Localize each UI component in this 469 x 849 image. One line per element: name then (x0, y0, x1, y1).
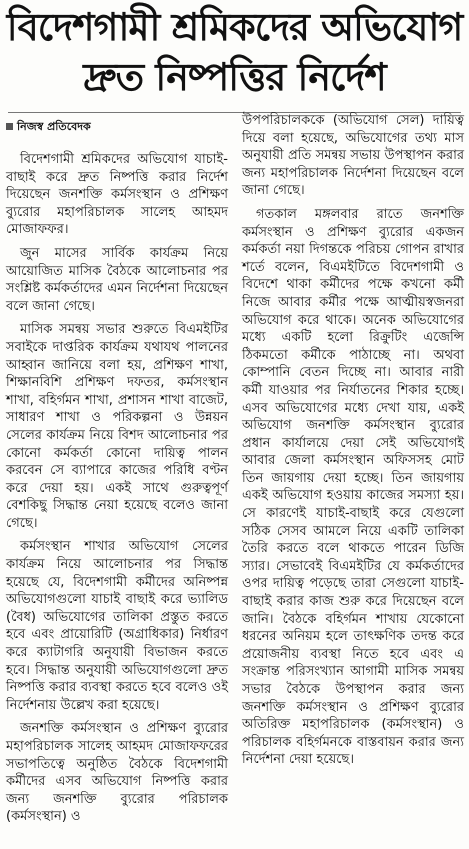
paragraph: কর্মসংস্থান শাখার অভিযোগ সেলের কার্যক্রম নিয়ে আলোচনার পর সিদ্ধান্ত হয়েছে যে, বিদেশগামী কর্মীদের অনিষ্পন্ন অভিযোগগুলো যাচাই বাছাই করে ভ্যালিড (বৈধ) অভিযোগের তালিকা প্রস্তুত করতে হবে এবং প্রায়োরিটি (অগ্রাধিকার) নির্ধারণ করে ক্যাটাগরি অনুযায়ী বিভাজন করতে হবে। সিদ্ধান্ত অনুযায়ী অভিযোগগুলো দ্রুত নিষ্পত্তি করার ব্যবস্থা করতে হবে বলেও ওই নির্দেশনায় উল্লেখ করা হয়েছে। (6, 539, 228, 713)
article-column-left (6, 118, 228, 832)
byline-text: নিজস্ব প্রতিবেদক (17, 120, 91, 133)
byline-bullet-icon (6, 123, 13, 130)
article-column-right (242, 112, 464, 775)
byline (6, 118, 228, 137)
headline-line-1: বিদেশগামী শ্রমিকদের অভিযোগ (6, 5, 463, 49)
paragraph: মাসিক সমন্বয় সভার শুরুতে বিএমইটির সবাইকে দাপ্তরিক কার্যক্রম যথাযথ পালনের আহ্বান জানিয়ে বলা হয়, প্রশিক্ষণ শাখা, শিক্ষানবিশি প্রশিক্ষণ দফতর, কর্মসংস্থান শাখা, বহির্গমন শাখা, প্রশাসন শাখা বাজেট, সাধারণ শাখা ও পরিকল্পনা ও উন্নয়ন সেলের কার্যক্রম নিয়ে বিশদ আলোচনার পর কোনো কর্মকর্তা কোনো দায়িত্ব পালন করবেন সে ব্যাপারে কাজের পরিধি বণ্টন করে দেয়া হয়। একই সাথে গুরুত্বপূর্ণ বেশকিছু সিদ্ধান্ত নেয়া হয়েছে বলেও জানা গেছে। (6, 322, 228, 531)
paragraph: উপপরিচালককে (অভিযোগ সেল) দায়িত্ব দিয়ে বলা হয়েছে, অভিযোগের তথ্য মাস অনুযায়ী প্রতি সমন্বয় সভায় উপস্থাপন করার জন্য মহাপরিচালক নির্দেশনা দিয়েছেন বলে জানা গেছে। (242, 113, 464, 199)
paragraph: জুন মাসের সার্বিক কার্যক্রম নিয়ে আয়োজিত মাসিক বৈঠকে আলোচনার পর সংশ্লিষ্ট কর্মকর্তাদের এমন নির্দেশনা দিয়েছেন বলে জানা গেছে। (6, 245, 228, 314)
paragraph: জনশক্তি কর্মসংস্থান ও প্রশিক্ষণ ব্যুরোর মহাপরিচালক সালেহ আহমদ মোজাফফরের সভাপতিত্বে অনুষ্ঠিত বৈঠকে বিদেশগামী কর্মীদের এসব অভিযোগ নিষ্পত্তি করার জন্য জনশক্তি ব্যুরোর পরিচালক (কর্মসংস্থান) ও (6, 721, 228, 825)
paragraph: বিদেশগামী শ্রমিকদের অভিযোগ যাচাই-বাছাই করে দ্রুত নিষ্পত্তি করার নির্দেশ দিয়েছেন জনশক্তি কর্মসংস্থান ও প্রশিক্ষণ ব্যুরোর মহাপরিচালক সালেহ আহমদ মোজাফফর। (6, 152, 228, 238)
headline-line-2: দ্রুত নিষ্পত্তির নির্দেশ (83, 55, 386, 99)
paragraph: গতকাল মঙ্গলবার রাতে জনশক্তি কর্মসংস্থান ও প্রশিক্ষণ ব্যুরোর একজন কর্মকর্তা নয়া দিগন্তকে পরিচয় গোপন রাখার শর্তে বলেন, বিএমইটিতে বিদেশগামী ও বিদেশে থাকা কর্মীদের পক্ষে কখনো কর্মী নিজে আবার কর্মীর পক্ষে আত্মীয়স্বজনরা অভিযোগ করে থাকে। অনেক অভিযোগের মধ্যে একটি হলো রিক্রুটিং এজেন্সি ঠিকমতো কর্মীকে পাঠাচ্ছে না। অথবা কোম্পানি বেতন দিচ্ছে না। আবার নারী কর্মী যাওয়ার পর নির্যাতনের শিকার হচ্ছে। এসব অভিযোগের মধ্যে দেখা যায়, একই অভিযোগ জনশক্তি কর্মসংস্থান ব্যুরোর প্রধান কার্যালয়ে দেয়া সেই অভিযোগই আবার জেলা কর্মসংস্থান অফিসসহ মোট তিন জায়গায় দেয়া হচ্ছে। তিন জায়গায় একই অভিযোগ হওয়ায় কাজের সমস্যা হয়। সে কারণেই যাচাই-বাছাই করে যেগুলো সঠিক সেসব আমলে নিয়ে একটি তালিকা তৈরি করতে বলে থাকতে পারেন ডিজি স্যার। সেভাবেই বিএমইটির যে কর্মকর্তাদের ওপর দায়িত্ব পড়েছে তারা সেগুলো যাচাই-বাছাই করার কাজ শুরু করে দিয়েছেন বলে জানি। বৈঠকে বহির্গমন শাখায় যেকোনো ধরনের অনিয়ম হলে তাৎক্ষণিক তদন্ত করে প্রয়োজনীয় ব্যবস্থা নিতে হবে এবং এ সংক্রান্ত পরিসংখ্যান আগামী মাসিক সমন্বয় সভার বৈঠকে উপস্থাপন করার জন্য জনশক্তি কর্মসংস্থান ও প্রশিক্ষণ ব্যুরোর অতিরিক্ত মহাপরিচালক (কর্মসংস্থান) ও পরিচালক বহির্গমনকে বাস্তবায়ন করার জন্য নির্দেশনা দেয়া হয়েছে। (242, 206, 464, 768)
headline (0, 2, 469, 102)
